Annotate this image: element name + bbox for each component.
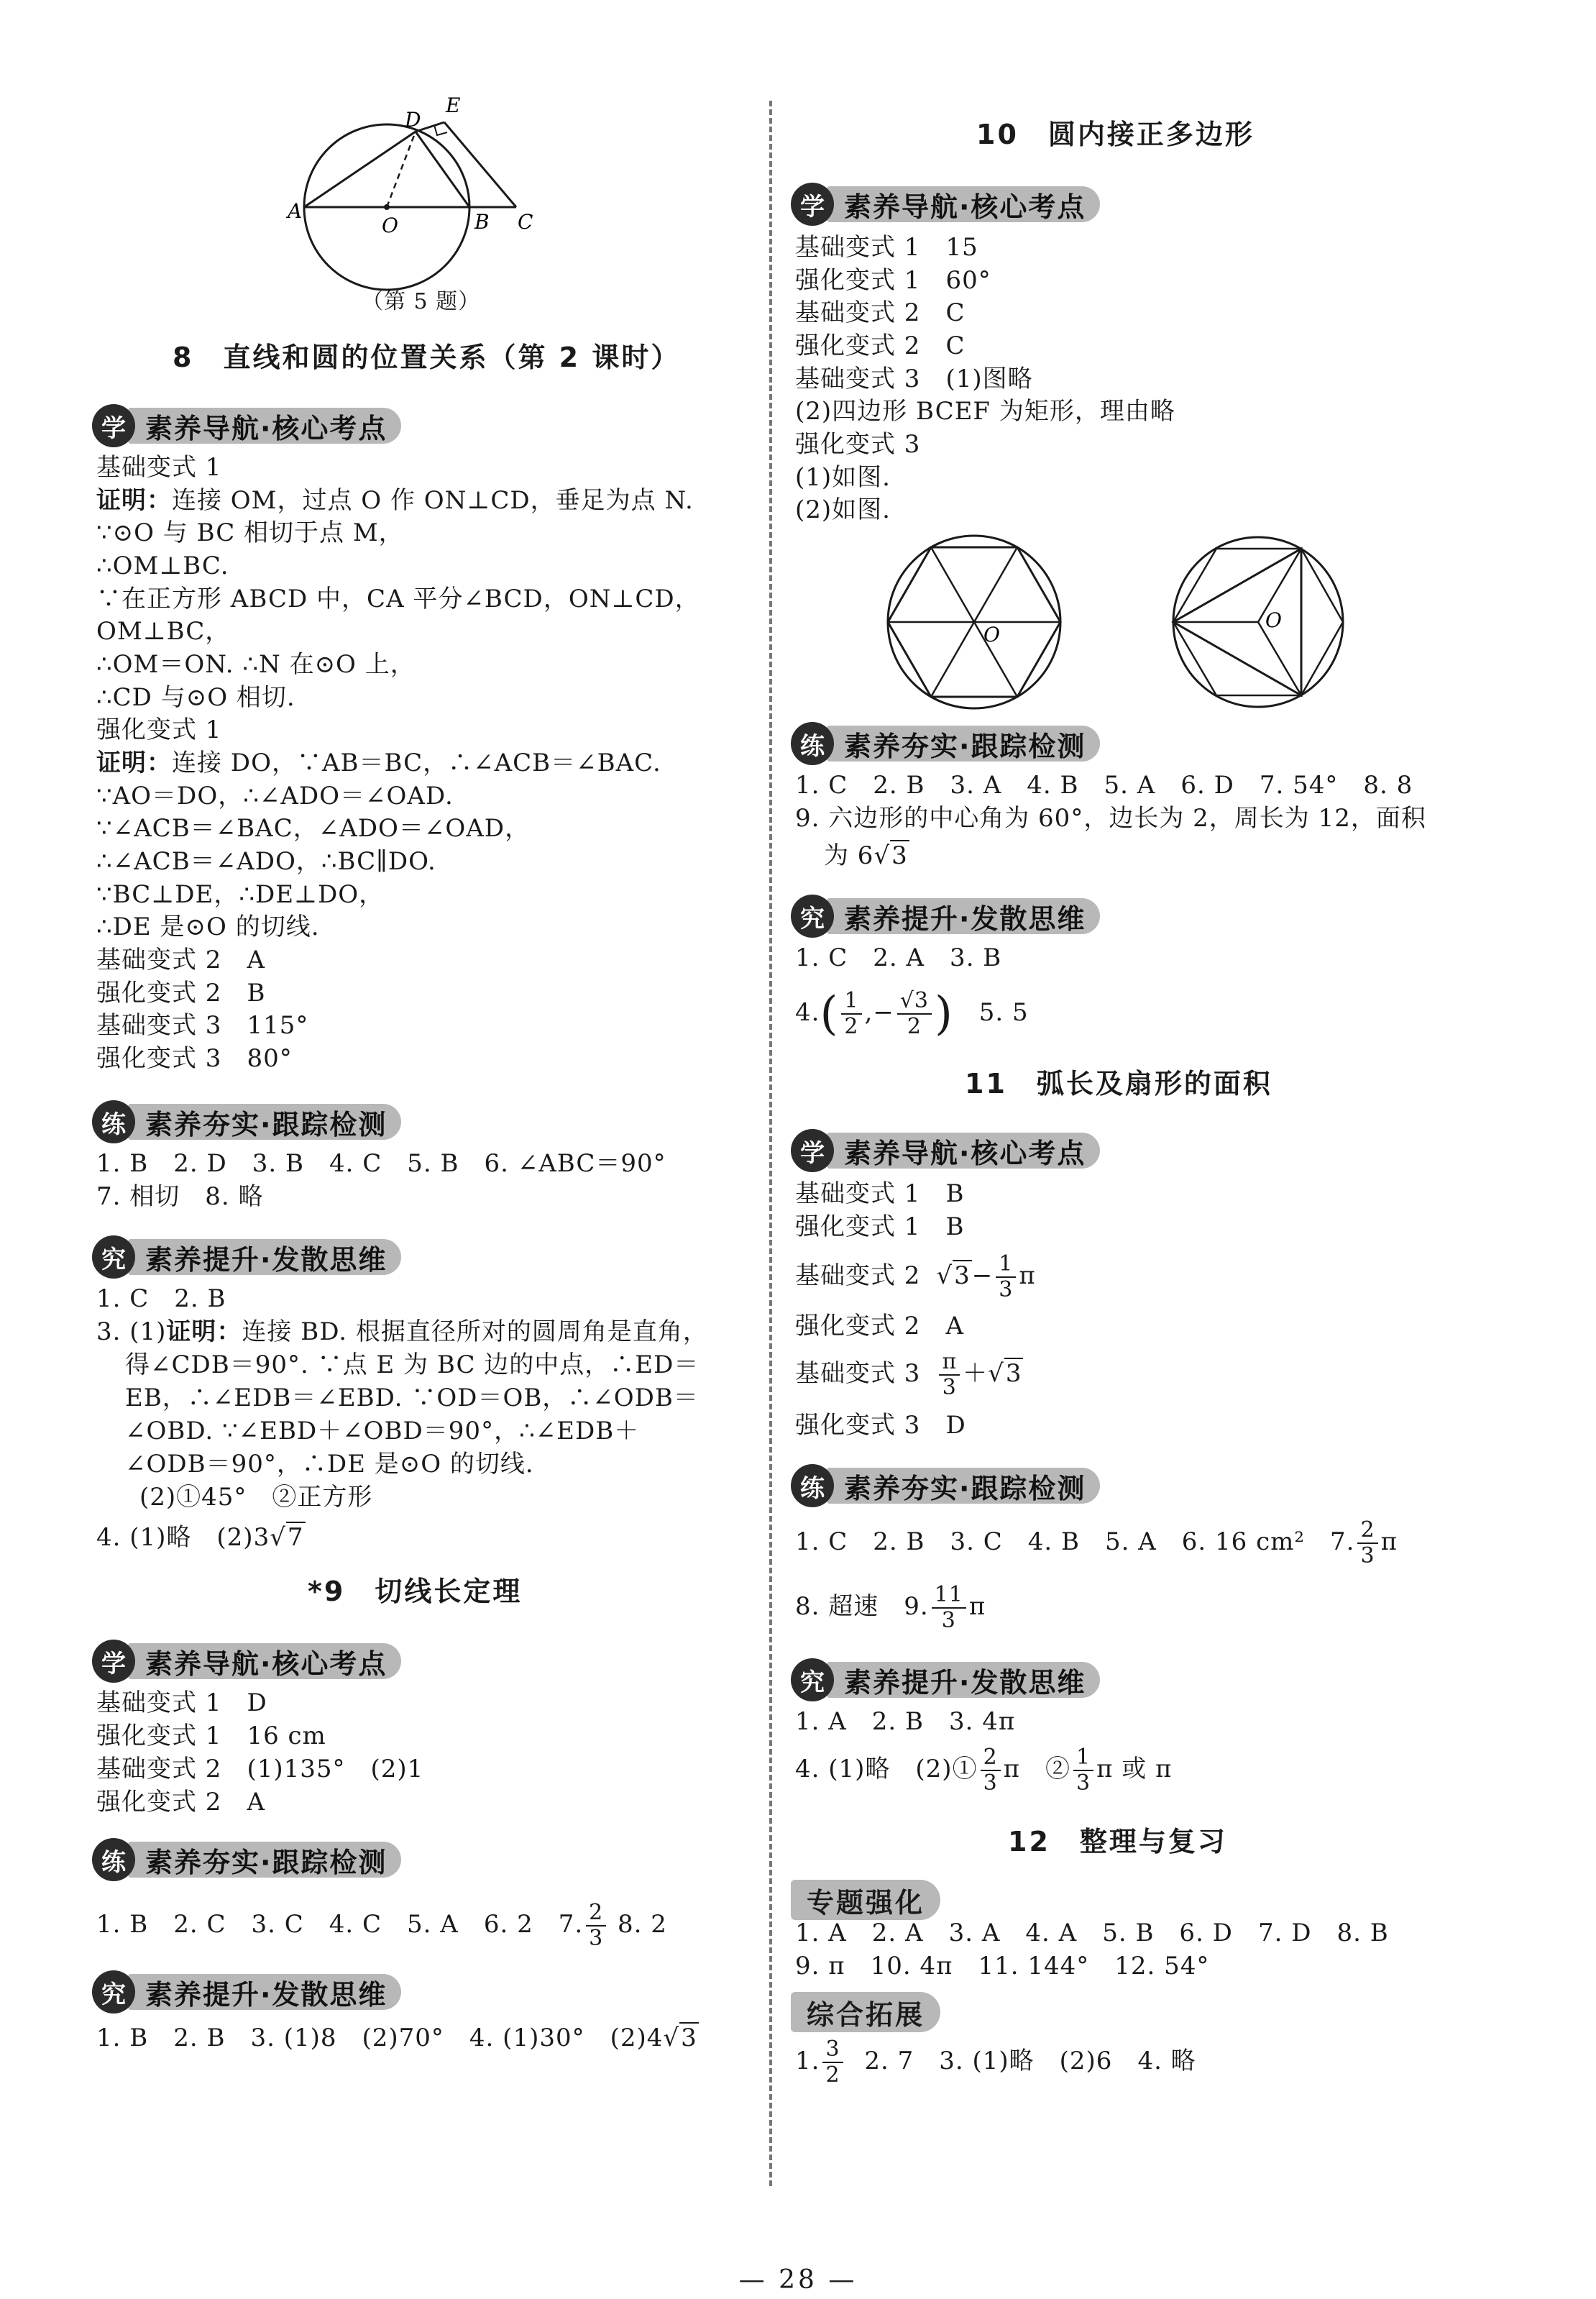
- fraction: $\frac{\pi}{3}$: [939, 1350, 960, 1400]
- answer-line: EB，∴∠EDB＝∠EBD. ∵OD＝OB，∴∠ODB＝: [125, 1384, 699, 1412]
- badge-icon: 学: [791, 183, 834, 226]
- badge-learn: [92, 404, 401, 447]
- badge-label: 素养提升·发散思维: [128, 1974, 401, 2010]
- sqrt-radicand: 3: [1005, 1359, 1022, 1388]
- badge-practice: [791, 1464, 1100, 1507]
- badge-practice: [92, 1838, 401, 1881]
- label-D: D: [405, 108, 421, 132]
- fraction: $\frac{1}{3}$: [1073, 1745, 1093, 1796]
- answer-line: 1. B 2. C 3. C 4. C 5. A 6. 2 7. $\frac{2}{3}$ 8. 2: [96, 1900, 667, 1951]
- answer-line: (2)如图.: [795, 495, 891, 524]
- badge-label: 素养夯实·跟踪检测: [827, 726, 1100, 762]
- answer-line: 1. B 2. D 3. B 4. C 5. B 6. ∠ABC＝90°: [96, 1149, 666, 1178]
- badge-label: 素养导航·核心考点: [128, 1643, 401, 1679]
- answer-line: 1. C 2. A 3. B: [795, 943, 1002, 972]
- answer-line: 得∠CDB＝90°. ∵点 E 为 BC 边的中点，∴ED＝: [125, 1350, 700, 1379]
- answer-line: 强化变式 1 16 cm: [96, 1722, 326, 1750]
- badge-icon: 学: [92, 404, 135, 447]
- answer-line: ∠ODB＝90°，∴DE 是⊙O 的切线.: [125, 1450, 534, 1478]
- label-C: C: [518, 210, 533, 234]
- badge-special-topic: 专题强化: [791, 1880, 940, 1920]
- answer-line: 强化变式 3 D: [795, 1411, 966, 1440]
- badge-learn: [92, 1640, 401, 1683]
- badge-label: 素养提升·发散思维: [827, 1662, 1100, 1698]
- answer-line: ∴OM⊥BC.: [96, 552, 229, 580]
- badge-icon: 练: [92, 1100, 135, 1143]
- answer-line: 强化变式 3 80°: [96, 1044, 293, 1073]
- label-A: A: [288, 199, 303, 223]
- badge-label: 素养导航·核心考点: [128, 408, 401, 444]
- label-E: E: [446, 93, 461, 117]
- answer-line: 强化变式 2 C: [795, 332, 966, 360]
- sqrt-radicand: 3: [681, 2024, 697, 2052]
- badge-practice: [92, 1100, 401, 1143]
- badge-icon: 究: [791, 1658, 834, 1701]
- section-8-title: 8 直线和圆的位置关系（第 2 课时）: [173, 342, 681, 373]
- answer-line: 证明：连接 DO，∵AB＝BC，∴∠ACB＝∠BAC.: [96, 749, 661, 777]
- label-B: B: [474, 210, 490, 234]
- fraction: $\frac{2}{3}$: [586, 1901, 606, 1951]
- badge-label: 素养夯实·跟踪检测: [128, 1104, 401, 1140]
- answer-line: 基础变式 3 $\frac{\pi}{3}$ ＋√3: [795, 1349, 1022, 1400]
- answer-line: ∴∠ACB＝∠ADO，∴BC∥DO.: [96, 847, 436, 876]
- badge-icon: 究: [791, 895, 834, 938]
- badge-comprehensive: 综合拓展: [791, 1992, 940, 2032]
- answer-line: 1. C 2. B 3. A 4. B 5. A 6. D 7. 54° 8. 8: [795, 771, 1413, 800]
- answer-line: 基础变式 3 (1)图略: [795, 365, 1033, 393]
- fraction: $\frac{√3}{2}$: [897, 989, 932, 1039]
- answer-line: 证明：连接 OM，过点 O 作 ON⊥CD，垂足为点 N.: [96, 486, 694, 515]
- answer-line: 基础变式 2 (1)135° (2)1: [96, 1755, 424, 1783]
- answer-line: 1. B 2. B 3. (1)8 (2)70° 4. (1)30° (2)4√3: [96, 2024, 697, 2052]
- badge-explore: [92, 1235, 401, 1279]
- answer-line: 1. A 2. B 3. 4π: [795, 1707, 1016, 1736]
- label-O: O: [1265, 608, 1282, 632]
- fraction: $\frac{11}{3}$: [932, 1583, 966, 1633]
- figure-inscribed-triangle: [1165, 532, 1352, 712]
- answer-line: 1. $\frac{3}{2}$ 2. 7 3. (1)略 (2)6 4. 略: [795, 2037, 1196, 2088]
- badge-learn: [791, 1129, 1100, 1172]
- section-10-title: 10 圆内接正多边形: [976, 119, 1255, 150]
- answer-line: ∵BC⊥DE，∴DE⊥DO，: [96, 880, 385, 909]
- answer-line: OM⊥BC，: [96, 617, 231, 646]
- answer-line: ∵⊙O 与 BC 相切于点 M，: [96, 518, 404, 547]
- answer-line: (2)①45° ②正方形: [139, 1483, 373, 1512]
- badge-icon: 练: [791, 722, 834, 765]
- figure-inscribed-hexagon: [877, 532, 1071, 712]
- sqrt-radicand: 3: [954, 1261, 971, 1290]
- answer-line: 1. C 2. B: [96, 1284, 226, 1313]
- badge-label: 素养夯实·跟踪检测: [128, 1842, 401, 1878]
- proof-label: 证明：: [96, 749, 172, 777]
- badge-explore: [791, 1658, 1100, 1701]
- badge-label: 素养导航·核心考点: [827, 1133, 1100, 1169]
- answer-line: 基础变式 1 D: [96, 1688, 267, 1717]
- answer-line: ∴CD 与⊙O 相切.: [96, 683, 295, 712]
- answer-line: 基础变式 1: [96, 453, 222, 482]
- proof-label: 证明：: [96, 486, 172, 515]
- answer-line: 1. A 2. A 3. A 4. A 5. B 6. D 7. D 8. B: [795, 1919, 1389, 1947]
- answer-line: 强化变式 1 B: [795, 1212, 965, 1241]
- answer-line: ∴DE 是⊙O 的切线.: [96, 913, 320, 941]
- section-12-title: 12 整理与复习: [1008, 1826, 1227, 1857]
- answer-line: 基础变式 2 C: [795, 298, 966, 327]
- answer-line: 4. (1)略 (2)① $\frac{2}{3}$ π ② $\frac{1}{3}$ π 或 π: [795, 1745, 1173, 1796]
- answer-line: 强化变式 2 A: [795, 1312, 964, 1340]
- answer-line: 9. 六边形的中心角为 60°，边长为 2，周长为 12，面积: [795, 804, 1426, 833]
- page-number: — 28 —: [738, 2265, 858, 2295]
- answer-line: ∠OBD. ∵∠EBD＋∠OBD＝90°，∴∠EDB＋: [125, 1417, 640, 1445]
- badge-explore: [92, 1970, 401, 2014]
- answer-line: 8. 超速 9. $\frac{11}{3}$ π: [795, 1582, 986, 1633]
- badge-label: 素养提升·发散思维: [827, 898, 1100, 934]
- answer-line: (1)如图.: [795, 463, 891, 492]
- answer-line: 强化变式 3: [795, 430, 921, 459]
- answer-line: ∴OM＝ON. ∴N 在⊙O 上，: [96, 650, 416, 679]
- answer-line: 为 6√3: [824, 841, 908, 870]
- badge-practice: [791, 722, 1100, 765]
- answer-line: 强化变式 2 A: [96, 1788, 265, 1816]
- answer-line: 强化变式 2 B: [96, 979, 266, 1007]
- answer-line: ∵在正方形 ABCD 中，CA 平分∠BCD，ON⊥CD，: [96, 585, 700, 613]
- badge-icon: 究: [92, 1970, 135, 2014]
- label-O: O: [382, 214, 398, 237]
- answer-line: 基础变式 1 15: [795, 233, 978, 262]
- badge-label: 素养提升·发散思维: [128, 1239, 401, 1275]
- figure-problem-5: [286, 92, 602, 308]
- answer-line: 1. C 2. B 3. C 4. B 5. A 6. 16 cm² 7. $\frac{2}{3}$ π: [795, 1517, 1398, 1568]
- answer-line: 4.( $\frac{1}{2}$ ,− $\frac{√3}{2}$ ) 5. 5: [795, 987, 1029, 1041]
- column-divider: [769, 101, 772, 2186]
- answer-line: 基础变式 1 B: [795, 1179, 965, 1208]
- fraction: $\frac{1}{2}$: [841, 989, 861, 1039]
- figure-caption: （第 5 题）: [362, 289, 481, 314]
- label-O: O: [983, 623, 1000, 646]
- badge-learn: [791, 183, 1100, 226]
- sqrt-radicand: 3: [891, 841, 908, 870]
- fraction: $\frac{3}{2}$: [822, 2037, 843, 2088]
- answer-line: (2)四边形 BCEF 为矩形，理由略: [795, 397, 1175, 426]
- fraction: $\frac{2}{3}$: [981, 1745, 1001, 1796]
- fraction: $\frac{2}{3}$: [1357, 1518, 1377, 1568]
- answer-line: 4. (1)略 (2)3√7: [96, 1523, 304, 1552]
- answer-line: ∵∠ACB＝∠BAC，∠ADO＝∠OAD，: [96, 814, 531, 843]
- badge-icon: 练: [791, 1464, 834, 1507]
- proof-label: 证明：: [166, 1317, 242, 1346]
- badge-icon: 学: [92, 1640, 135, 1683]
- answer-line: 7. 相切 8. 略: [96, 1182, 264, 1211]
- answer-line: 基础变式 2 A: [96, 946, 265, 974]
- badge-icon: 究: [92, 1235, 135, 1279]
- fraction: $\frac{1}{3}$: [996, 1252, 1016, 1302]
- sqrt-radicand: 7: [287, 1523, 304, 1552]
- answer-line: 基础变式 2 √3− $\frac{1}{3}$ π: [795, 1251, 1036, 1302]
- section-9-title: *9 切线长定理: [308, 1576, 523, 1607]
- answer-line: 强化变式 1: [96, 716, 222, 744]
- answer-line: ∵AO＝DO，∴∠ADO＝∠OAD.: [96, 782, 454, 810]
- badge-icon: 练: [92, 1838, 135, 1881]
- answer-line: 9. π 10. 4π 11. 144° 12. 54°: [795, 1952, 1210, 1980]
- answer-line: 3. (1)证明：连接 BD. 根据直径所对的圆周角是直角，: [96, 1317, 708, 1346]
- badge-label: 素养导航·核心考点: [827, 186, 1100, 222]
- section-11-title: 11 弧长及扇形的面积: [965, 1068, 1272, 1100]
- answer-line: 基础变式 3 115°: [96, 1011, 309, 1040]
- answer-line: 强化变式 1 60°: [795, 266, 991, 295]
- badge-label: 素养夯实·跟踪检测: [827, 1468, 1100, 1504]
- badge-explore: [791, 895, 1100, 938]
- badge-icon: 学: [791, 1129, 834, 1172]
